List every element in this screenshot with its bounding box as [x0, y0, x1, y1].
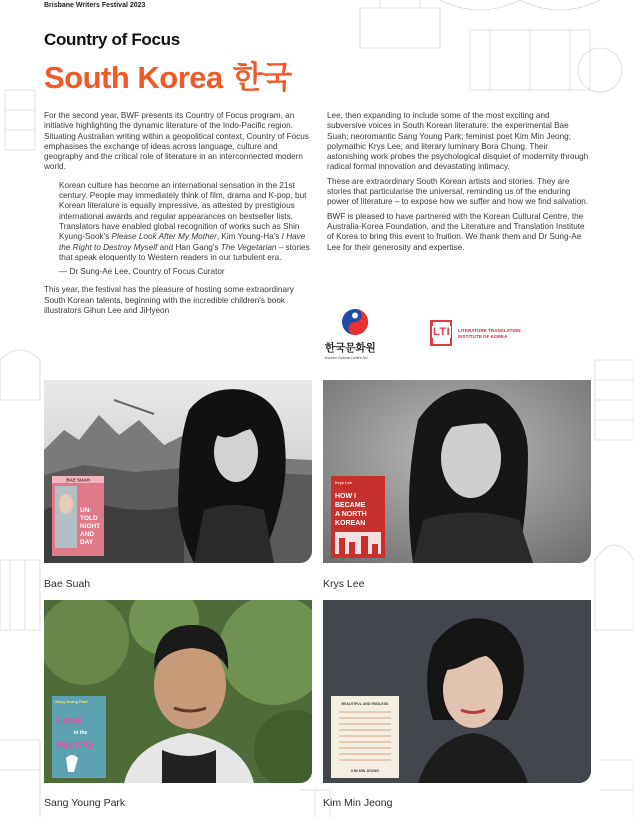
kcc-english-name: Korean Cultural Centre AU — [325, 356, 368, 360]
book-title-ref: Please Look After My Mother — [111, 232, 217, 242]
partners-paragraph: BWF is pleased to have partnered with the Korean Cultural Centre, the Australia-Korea Foundation, and the Literature and Translation Institute of Korea to bring this event to fruition. We thank them and Dr Sung-Ae Lee for their generosity and expertise. — [327, 211, 585, 252]
title-korean: 한국 — [232, 60, 292, 95]
quote-text: – stories that speak eloquently to Western readers in our turbulent era. — [59, 242, 310, 262]
book-cover-beautiful-and-endless — [331, 696, 399, 778]
book-cover-love-in-the-big-city — [52, 696, 106, 778]
book-title-line: AND — [80, 531, 95, 538]
caption-kim-min-jeong: Kim Min Jeong — [323, 797, 393, 809]
caption-bae-suah: Bae Suah — [44, 578, 91, 590]
quote-paragraph-1: Korean culture has become an international sensation in the 21st century. People may immediately think of film, drama and K-pop, but Korean literature is equally impressive, as attested by prestigious international awards and regular appearances on bestseller lists. — [59, 180, 307, 221]
book-title-line: NIGHT — [80, 523, 101, 530]
page-title — [44, 52, 292, 97]
quote-attribution: — Dr Sung-Ae Lee, Country of Focus Curator — [59, 267, 225, 277]
book-title-line: HOW I — [335, 493, 356, 500]
right-column — [327, 111, 589, 257]
book-title-line: TOLD — [80, 515, 98, 522]
left-column — [44, 111, 310, 320]
quote-paragraph-2 — [59, 222, 310, 263]
author-photo-kim-min-jeong — [323, 600, 591, 783]
lti-name-line: LITERATURE TRANSLATION — [458, 328, 521, 333]
lti-full-name — [458, 328, 568, 340]
intro-paragraph: For the second year, BWF presents its Country of Focus program, an initiative highlighting the dynamic literature of the Indo-Pacific region. Situating Australian writing within a geopolitical context, Country of Focus emphasises the exchange of ideas across language, culture and geography and the critical role of literature in an interconnected modern world. — [44, 111, 309, 172]
kcc-emblem-icon — [341, 308, 369, 336]
book-author-text: BAE SUAH — [66, 477, 90, 483]
quote-text: Translators have enabled global recognition of works such as Shin Kyung-Sook's — [59, 221, 300, 242]
title-english: South Korea — [44, 60, 223, 95]
book-title-line: A NORTH — [335, 511, 367, 518]
book-title-ref: The Vegetarian — [220, 242, 277, 252]
book-author-text: Sang Young Park — [55, 699, 88, 704]
book-title-line: BEAUTIFUL AND ENDLESS — [341, 702, 389, 706]
section-kicker: Country of Focus — [44, 30, 180, 49]
stories-paragraph: These are extraordinary South Korean artists and stories. They are stories that particularise the universal, reminding us of the enduring power of literature – to expose how we suffer and how we find salvation. — [327, 176, 589, 207]
author-photo-bae-suah — [44, 380, 312, 563]
book-title-line: in the — [74, 730, 88, 736]
hosting-paragraph: This year, the festival has the pleasure of hosting some extraordinary South Korean talents, beginning with the incredible children's book illustrators Gihun Lee and JiHyeon — [44, 285, 294, 316]
curator-quote — [44, 181, 310, 278]
kcc-logo — [325, 308, 395, 368]
book-author-text: KIM MIN JEONG — [351, 769, 379, 773]
author-photo-krys-lee — [323, 380, 591, 563]
lti-name-line: INSTITUTE OF KOREA — [458, 334, 508, 339]
quote-text: , Kim Young-Ha's — [216, 232, 282, 242]
caption-sang-young-park: Sang Young Park — [44, 797, 126, 809]
kcc-korean-name: 한국문화원 — [325, 342, 376, 354]
book-cover-how-i-became-a-north-korean — [331, 476, 385, 558]
book-title-ref: I Have the Right to Destroy Myself — [59, 232, 306, 252]
author-photo-sang-young-park — [44, 600, 312, 783]
book-title-line: Big City — [56, 740, 94, 751]
quote-text: and Han Gang's — [157, 242, 221, 252]
book-title-line: BECAME — [335, 502, 366, 509]
book-title-line: Love — [56, 715, 82, 727]
book-title-line: UN- — [80, 507, 92, 514]
lti-logo — [430, 320, 570, 350]
lti-mark: LTI — [433, 326, 451, 338]
festival-label: Brisbane Writers Festival 2023 — [44, 2, 146, 9]
caption-krys-lee: Krys Lee — [323, 578, 365, 590]
book-title-line: KOREAN — [335, 520, 366, 527]
authors-paragraph: Lee, then expanding to include some of the most exciting and subversive voices in South Korean literature: the experimental Bae Suah; neoromantic Sang Young Park; feminist poet Kim Min Jeong; polymathic Krys Lee; and literary luminary Bora Chung. Their astonishing work probes the psychological disquiet of modernity through radical formal innovation and devastating intimacy. — [327, 111, 589, 172]
book-cover-untold-night-and-day — [52, 476, 104, 556]
book-author-text: Krys Lee — [335, 480, 352, 485]
book-title-line: DAY — [80, 539, 94, 546]
